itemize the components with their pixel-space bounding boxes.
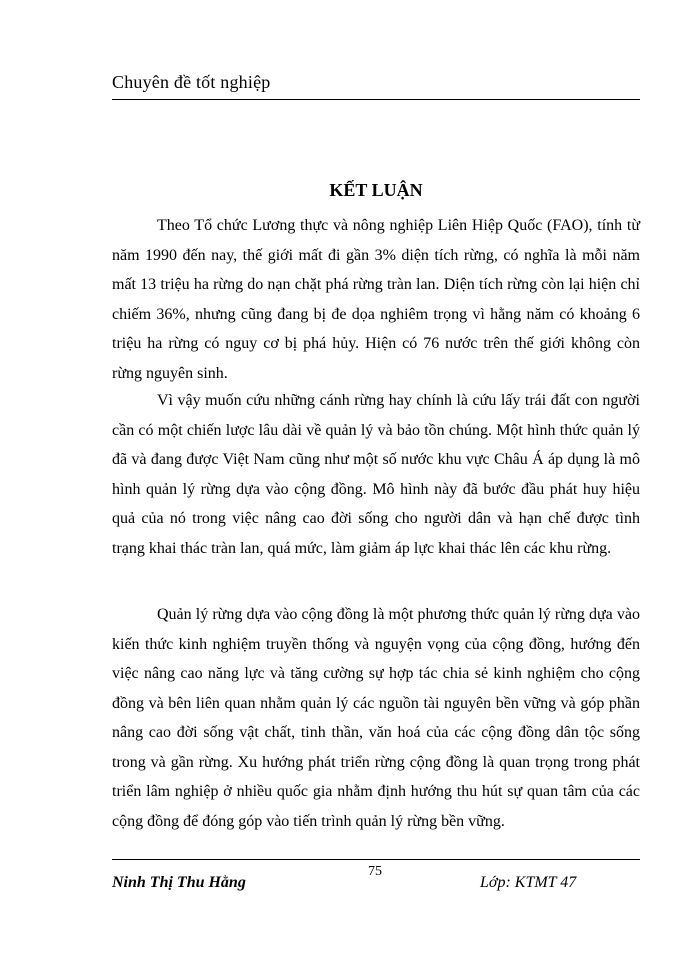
footer-author: Ninh Thị Thu Hằng	[112, 874, 246, 891]
page-number: 75	[368, 864, 382, 879]
section-heading: KẾT LUẬN	[329, 180, 423, 200]
page-header-title: Chuyên đề tốt nghiệp	[112, 72, 271, 92]
footer-class-label: Lớp: KTMT 47	[480, 874, 577, 891]
footer-divider	[112, 859, 640, 860]
body-paragraph-2: Vì vậy muốn cứu những cánh rừng hay chính là cứu lấy trái đất con người cần có một chiến lược lâu dài về quản lý và bảo tồn chúng. Một hình thức quản lý đã và đang được Việt Nam cũng như một số nước khu vực Châu Á áp dụng là mô hình quản lý rừng dựa vào cộng đồng. Mô hình này đã bước đầu phát huy hiệu quả của nó trong việc nâng cao đời sống cho người dân và hạn chế được tình trạng khai thác tràn lan, quá mức, làm giảm áp lực khai thác lên các khu rừng.	[112, 392, 640, 557]
body-paragraph-1: Theo Tổ chức Lương thực và nông nghiệp Liên Hiệp Quốc (FAO), tính từ năm 1990 đến nay, thế giới mất đi gần 3% diện tích rừng, có nghĩa là mỗi năm mất 13 triệu ha rừng do nạn chặt phá rừng tràn lan. Diện tích rừng còn lại hiện chỉ chiếm 36%, nhưng cũng đang bị đe dọa nghiêm trọng vì hằng năm có khoảng 6 triệu ha rừng có nguy cơ bị phá hủy. Hiện có 76 nước trên thế giới không còn rừng nguyên sinh.	[112, 217, 640, 382]
body-paragraph-3: Quản lý rừng dựa vào cộng đồng là một phương thức quản lý rừng dựa vào kiến thức kinh nghiệm truyền thống và nguyện vọng của cộng đồng, hướng đến việc nâng cao năng lực và tăng cường sự hợp tác chia sẻ kinh nghiệm cho cộng đồng và bên liên quan nhằm quản lý các nguồn tài nguyên bền vững và góp phần nâng cao đời sống vật chất, tinh thần, văn hoá của các cộng đồng dân tộc sống trong và gần rừng. Xu hướng phát triển rừng cộng đồng là quan trọng trong phát triển lâm nghiệp ở nhiều quốc gia nhằm định hướng thu hút sự quan tâm của các cộng đồng để đóng góp vào tiến trình quản lý rừng bền vững.	[112, 606, 640, 830]
header-divider	[112, 99, 640, 100]
